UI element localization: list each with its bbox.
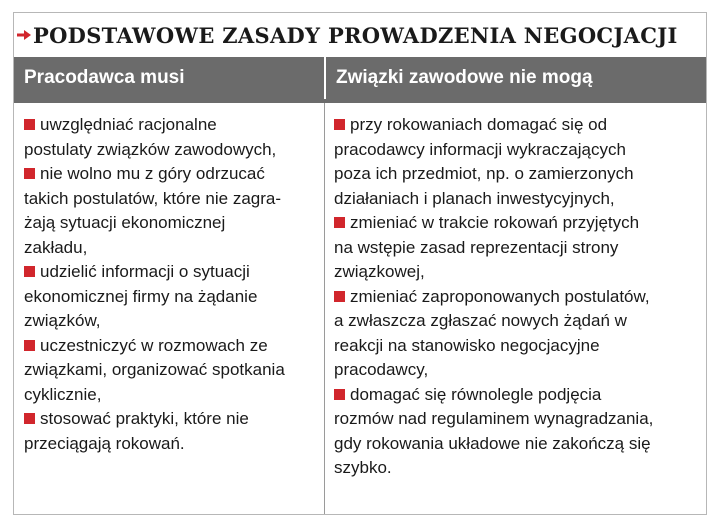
info-box [13, 12, 707, 515]
list-item-line [334, 334, 704, 359]
list-item-text: przeciągają rokowań. [24, 433, 185, 453]
list-item-line [24, 260, 320, 285]
list-item-line [24, 162, 320, 187]
bullet-square-icon [24, 119, 35, 130]
bullet-square-icon [334, 119, 345, 130]
list-item-text: cyklicznie, [24, 384, 102, 404]
list-item-text: poza ich przedmiot, np. o zamierzonych [334, 164, 634, 183]
list-item-text: a zwłaszcza zgłaszać nowych żądań w [334, 311, 627, 330]
list-item-text: związków, [24, 311, 101, 330]
list-item-text: zakładu, [24, 237, 88, 257]
box-title [14, 13, 706, 57]
list-item-text: postulaty związków zawodowych, [24, 139, 277, 159]
bullet-square-icon [334, 217, 345, 228]
list-item-text: domagać się równolegle podjęcia [350, 384, 602, 404]
arrow-right-icon [16, 27, 32, 43]
list-item-line [334, 358, 704, 383]
list-item-line [24, 383, 320, 408]
list-item-line [334, 113, 704, 138]
column-header-employer: Pracodawca musi [24, 67, 185, 88]
list-item-text: uczestniczyć w rozmowach ze [40, 335, 268, 355]
employer-duties-column [14, 103, 324, 514]
list-item-text: gdy rokowania układowe nie zakończą się [334, 433, 651, 453]
list-item-text: zmieniać zaproponowanych postulatów, [350, 286, 650, 306]
list-item-line [24, 432, 320, 457]
list-item-text: pracodawcy, [334, 360, 429, 379]
bullet-square-icon [24, 266, 35, 277]
list-item-line [24, 407, 320, 432]
list-item-text: związkami, organizować spotkania [24, 360, 285, 379]
list-item-text: związkowej, [334, 262, 425, 281]
list-item-text: przy rokowaniach domagać się od [350, 115, 608, 134]
bullet-square-icon [24, 168, 35, 179]
list-item-text: pracodawcy informacji wykraczających [334, 139, 626, 159]
list-item-text: działaniach i planach inwestycyjnych, [334, 188, 615, 208]
list-item-line [334, 211, 704, 236]
table-body [14, 99, 706, 514]
list-item-text: zmieniać w trakcie rokowań przyjętych [350, 213, 640, 232]
table-header [14, 57, 706, 99]
union-restrictions-column [324, 103, 706, 514]
list-item-line [24, 113, 320, 138]
list-item-text: szybko. [334, 458, 392, 477]
list-item-text: udzielić informacji o sytuacji [40, 262, 250, 281]
list-item-line [24, 309, 320, 334]
list-item-line [334, 162, 704, 187]
list-item-line [24, 211, 320, 236]
list-item-line [24, 138, 320, 163]
bullet-square-icon [334, 291, 345, 302]
bullet-square-icon [334, 389, 345, 400]
list-item-line [334, 138, 704, 163]
list-item-line [24, 187, 320, 212]
list-item-text: żają sytuacji ekonomicznej [24, 213, 226, 232]
list-item-text: reakcji na stanowisko negocjacyjne [334, 335, 600, 355]
bullet-square-icon [24, 413, 35, 424]
column-header-unions: Związki zawodowe nie mogą [324, 57, 706, 99]
list-item-line [334, 383, 704, 408]
list-item-text: uwzględniać racjonalne [40, 115, 217, 134]
box-title-text: PODSTAWOWE ZASADY PROWADZENIA NEGOCJACJI [33, 22, 678, 48]
list-item-line [24, 358, 320, 383]
list-item-line [334, 309, 704, 334]
list-item-line [334, 187, 704, 212]
list-item-line [24, 285, 320, 310]
list-item-line [334, 260, 704, 285]
list-item-line [334, 432, 704, 457]
list-item-text: nie wolno mu z góry odrzucać [40, 164, 265, 183]
bullet-square-icon [24, 340, 35, 351]
list-item-text: na wstępie zasad reprezentacji strony [334, 237, 619, 257]
list-item-line [334, 407, 704, 432]
list-item-line [334, 236, 704, 261]
list-item-text: takich postulatów, które nie zagra- [24, 188, 282, 208]
list-item-text: ekonomicznej firmy na żądanie [24, 286, 258, 306]
list-item-text: rozmów nad regulaminem wynagradzania, [334, 409, 654, 428]
list-item-line [24, 334, 320, 359]
list-item-line [334, 456, 704, 481]
list-item-line [334, 285, 704, 310]
list-item-line [24, 236, 320, 261]
list-item-text: stosować praktyki, które nie [40, 409, 249, 428]
